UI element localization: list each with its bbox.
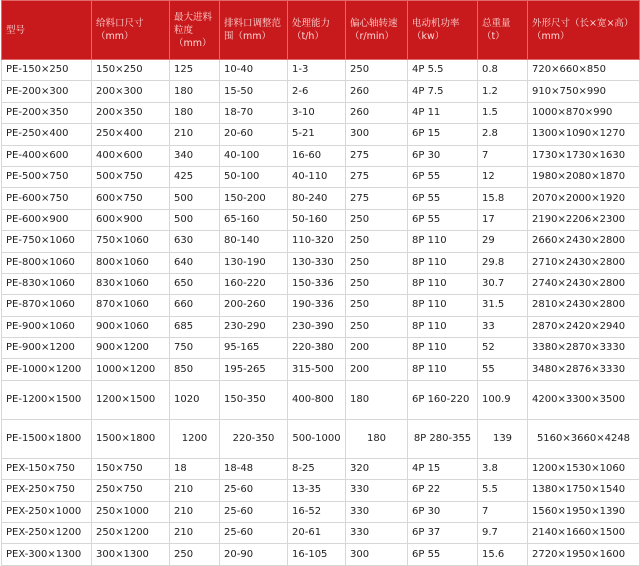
table-cell: 33 — [478, 316, 528, 337]
table-cell: 250 — [346, 209, 408, 230]
table-cell: 20-90 — [220, 544, 288, 565]
table-cell: 630 — [170, 231, 220, 252]
table-cell: 17 — [478, 209, 528, 230]
table-row — [2, 458, 640, 479]
table-cell: 250×400 — [92, 124, 170, 145]
table-cell: 55 — [478, 359, 528, 380]
table-cell: 2660×2430×2800 — [528, 231, 640, 252]
table-cell: 10-40 — [220, 60, 288, 81]
table-cell: 2-6 — [288, 81, 346, 102]
table-row — [2, 501, 640, 522]
table-cell: 8P 110 — [408, 316, 478, 337]
table-cell: 720×660×850 — [528, 60, 640, 81]
table-cell: 1020 — [170, 380, 220, 419]
table-cell: 16-60 — [288, 145, 346, 166]
table-cell: 150-350 — [220, 380, 288, 419]
table-cell: 12 — [478, 166, 528, 187]
table-cell: 16-105 — [288, 544, 346, 565]
table-cell: 275 — [346, 145, 408, 166]
table-cell: 330 — [346, 480, 408, 501]
table-cell: 13-35 — [288, 480, 346, 501]
table-row — [2, 252, 640, 273]
table-cell: PE-1200×1500 — [2, 380, 92, 419]
table-cell: 1200×1530×1060 — [528, 458, 640, 479]
table-cell: 2810×2430×2800 — [528, 295, 640, 316]
table-cell: PE-1000×1200 — [2, 359, 92, 380]
table-row — [2, 124, 640, 145]
table-cell: 250 — [346, 231, 408, 252]
table-cell: 400×600 — [92, 145, 170, 166]
table-cell: 900×1060 — [92, 316, 170, 337]
table-cell: 600×900 — [92, 209, 170, 230]
column-header: 排料口调整范围（mm） — [220, 1, 288, 60]
table-cell: 275 — [346, 188, 408, 209]
table-cell: 110-320 — [288, 231, 346, 252]
table-cell: 250 — [346, 295, 408, 316]
table-row — [2, 359, 640, 380]
table-cell: 315-500 — [288, 359, 346, 380]
table-cell: 300 — [346, 124, 408, 145]
table-header-row — [2, 1, 640, 60]
table-cell: 750 — [170, 338, 220, 359]
table-cell: PE-750×1060 — [2, 231, 92, 252]
table-cell: 300×1300 — [92, 544, 170, 565]
table-cell: 150×750 — [92, 458, 170, 479]
table-cell: 260 — [346, 81, 408, 102]
table-cell: PE-1500×1800 — [2, 419, 92, 458]
table-cell: PE-900×1060 — [2, 316, 92, 337]
table-cell: 230-290 — [220, 316, 288, 337]
table-cell: 180 — [170, 81, 220, 102]
table-cell: 25-60 — [220, 501, 288, 522]
table-cell: 180 — [170, 102, 220, 123]
table-cell: 130-330 — [288, 252, 346, 273]
table-cell: 640 — [170, 252, 220, 273]
table-row — [2, 380, 640, 419]
table-cell: 910×750×990 — [528, 81, 640, 102]
table-cell: 4P 5.5 — [408, 60, 478, 81]
table-cell: 180 — [346, 419, 408, 458]
table-cell: 210 — [170, 501, 220, 522]
table-body — [2, 60, 640, 566]
table-cell: 250 — [346, 273, 408, 294]
table-cell: PE-600×900 — [2, 209, 92, 230]
column-header: 处理能力（t/h） — [288, 1, 346, 60]
table-cell: 0.8 — [478, 60, 528, 81]
table-cell: PEX-300×1300 — [2, 544, 92, 565]
table-cell: 250 — [346, 60, 408, 81]
table-cell: 15.8 — [478, 188, 528, 209]
table-row — [2, 419, 640, 458]
table-cell: 600×750 — [92, 188, 170, 209]
column-header: 给料口尺寸（mm） — [92, 1, 170, 60]
table-cell: 6P 55 — [408, 209, 478, 230]
table-row — [2, 523, 640, 544]
table-cell: 29.8 — [478, 252, 528, 273]
table-cell: 400-800 — [288, 380, 346, 419]
table-cell: 18-70 — [220, 102, 288, 123]
table-cell: 2710×2430×2800 — [528, 252, 640, 273]
table-cell: 330 — [346, 523, 408, 544]
column-header: 最大进料粒度（mm） — [170, 1, 220, 60]
table-cell: 6P 55 — [408, 166, 478, 187]
table-cell: PE-830×1060 — [2, 273, 92, 294]
table-row — [2, 231, 640, 252]
table-cell: PEX-250×1000 — [2, 501, 92, 522]
table-row — [2, 145, 640, 166]
table-cell: 3-10 — [288, 102, 346, 123]
table-row — [2, 81, 640, 102]
column-header: 外形尺寸（长×宽×高）（mm） — [528, 1, 640, 60]
table-cell: 685 — [170, 316, 220, 337]
table-cell: 1200×1500 — [92, 380, 170, 419]
table-cell: 4P 15 — [408, 458, 478, 479]
table-cell: 210 — [170, 480, 220, 501]
table-cell: 1980×2080×1870 — [528, 166, 640, 187]
table-row — [2, 316, 640, 337]
table-cell: PE-600×750 — [2, 188, 92, 209]
table-cell: 80-140 — [220, 231, 288, 252]
table-cell: 18-48 — [220, 458, 288, 479]
table-cell: 1560×1950×1390 — [528, 501, 640, 522]
table-cell: 200×350 — [92, 102, 170, 123]
table-cell: 50-160 — [288, 209, 346, 230]
table-row — [2, 338, 640, 359]
table-cell: 1200 — [170, 419, 220, 458]
column-header: 偏心轴转速（r/min） — [346, 1, 408, 60]
table-cell: 95-165 — [220, 338, 288, 359]
table-cell: 6P 55 — [408, 188, 478, 209]
table-cell: 230-390 — [288, 316, 346, 337]
table-row — [2, 102, 640, 123]
table-cell: PE-870×1060 — [2, 295, 92, 316]
table-cell: 18 — [170, 458, 220, 479]
table-cell: 5160×3660×4248 — [528, 419, 640, 458]
table-cell: 250×1000 — [92, 501, 170, 522]
table-cell: PE-250×400 — [2, 124, 92, 145]
table-cell: PEX-250×750 — [2, 480, 92, 501]
table-cell: 6P 160-220 — [408, 380, 478, 419]
column-header: 总重量（t） — [478, 1, 528, 60]
table-cell: 4P 7.5 — [408, 81, 478, 102]
table-cell: 200 — [346, 359, 408, 380]
table-cell: 30.7 — [478, 273, 528, 294]
table-cell: 9.7 — [478, 523, 528, 544]
table-cell: 31.5 — [478, 295, 528, 316]
column-header: 型号 — [2, 1, 92, 60]
table-cell: 40-110 — [288, 166, 346, 187]
table-cell: 50-100 — [220, 166, 288, 187]
table-cell: 3480×2876×3330 — [528, 359, 640, 380]
table-cell: 6P 37 — [408, 523, 478, 544]
table-cell: 195-265 — [220, 359, 288, 380]
table-cell: 260 — [346, 102, 408, 123]
table-cell: 250×750 — [92, 480, 170, 501]
table-cell: 330 — [346, 501, 408, 522]
table-cell: 300 — [346, 544, 408, 565]
table-cell: 130-190 — [220, 252, 288, 273]
table-cell: 6P 55 — [408, 544, 478, 565]
table-row — [2, 295, 640, 316]
table-cell: 8P 110 — [408, 295, 478, 316]
table-cell: 4200×3300×3500 — [528, 380, 640, 419]
table-cell: 1300×1090×1270 — [528, 124, 640, 145]
table-cell: 8P 110 — [408, 252, 478, 273]
table-row — [2, 544, 640, 565]
table-cell: 190-336 — [288, 295, 346, 316]
table-cell: 20-60 — [220, 124, 288, 145]
table-cell: 2740×2430×2800 — [528, 273, 640, 294]
table-cell: 150×250 — [92, 60, 170, 81]
table-cell: 6P 15 — [408, 124, 478, 145]
table-cell: 500×750 — [92, 166, 170, 187]
table-cell: 40-100 — [220, 145, 288, 166]
table-cell: PE-150×250 — [2, 60, 92, 81]
table-cell: 220-350 — [220, 419, 288, 458]
table-cell: 7 — [478, 145, 528, 166]
table-row — [2, 60, 640, 81]
table-row — [2, 480, 640, 501]
table-cell: 275 — [346, 166, 408, 187]
table-cell: 210 — [170, 124, 220, 145]
table-cell: 340 — [170, 145, 220, 166]
table-cell: 6P 30 — [408, 501, 478, 522]
table-cell: 4P 11 — [408, 102, 478, 123]
jaw-crusher-spec-table — [1, 0, 640, 566]
table-cell: 6P 22 — [408, 480, 478, 501]
table-cell: 1730×1730×1630 — [528, 145, 640, 166]
table-cell: 20-61 — [288, 523, 346, 544]
table-cell: 52 — [478, 338, 528, 359]
table-cell: 1.5 — [478, 102, 528, 123]
table-cell: PE-500×750 — [2, 166, 92, 187]
table-cell: 150-200 — [220, 188, 288, 209]
table-cell: 210 — [170, 523, 220, 544]
table-row — [2, 166, 640, 187]
table-cell: 25-60 — [220, 480, 288, 501]
table-cell: 660 — [170, 295, 220, 316]
table-cell: 15-50 — [220, 81, 288, 102]
table-cell: 800×1060 — [92, 252, 170, 273]
table-cell: 80-240 — [288, 188, 346, 209]
table-cell: 1000×1200 — [92, 359, 170, 380]
table-cell: 1.2 — [478, 81, 528, 102]
table-cell: 500 — [170, 209, 220, 230]
table-cell: 750×1060 — [92, 231, 170, 252]
table-cell: PE-800×1060 — [2, 252, 92, 273]
table-cell: 8P 110 — [408, 231, 478, 252]
table-cell: PE-200×300 — [2, 81, 92, 102]
table-cell: 500-1000 — [288, 419, 346, 458]
table-cell: 29 — [478, 231, 528, 252]
table-row — [2, 209, 640, 230]
table-cell: 25-60 — [220, 523, 288, 544]
table-cell: 5.5 — [478, 480, 528, 501]
table-cell: 8P 110 — [408, 359, 478, 380]
table-cell: 5-21 — [288, 124, 346, 145]
table-cell: 160-220 — [220, 273, 288, 294]
table-cell: PE-900×1200 — [2, 338, 92, 359]
table-cell: 2070×2000×1920 — [528, 188, 640, 209]
table-cell: 250×1200 — [92, 523, 170, 544]
table-cell: 8P 280-355 — [408, 419, 478, 458]
table-cell: 2870×2420×2940 — [528, 316, 640, 337]
table-cell: PE-200×350 — [2, 102, 92, 123]
table-cell: 870×1060 — [92, 295, 170, 316]
table-cell: 8P 110 — [408, 273, 478, 294]
table-cell: 900×1200 — [92, 338, 170, 359]
table-cell: 139 — [478, 419, 528, 458]
table-cell: 250 — [346, 316, 408, 337]
table-cell: 200 — [346, 338, 408, 359]
table-cell: 150-336 — [288, 273, 346, 294]
table-cell: 2.8 — [478, 124, 528, 145]
table-cell: 2140×1660×1500 — [528, 523, 640, 544]
column-header: 电动机功率（kw） — [408, 1, 478, 60]
table-cell: 8P 110 — [408, 338, 478, 359]
table-cell: 1-3 — [288, 60, 346, 81]
table-cell: 650 — [170, 273, 220, 294]
table-cell: 1000×870×990 — [528, 102, 640, 123]
table-cell: 7 — [478, 501, 528, 522]
table-cell: 200-260 — [220, 295, 288, 316]
table-cell: 425 — [170, 166, 220, 187]
table-cell: PE-400×600 — [2, 145, 92, 166]
table-cell: 2190×2206×2300 — [528, 209, 640, 230]
table-cell: 3380×2870×3330 — [528, 338, 640, 359]
table-cell: PEX-150×750 — [2, 458, 92, 479]
table-cell: 16-52 — [288, 501, 346, 522]
table-cell: 180 — [346, 380, 408, 419]
table-cell: 65-160 — [220, 209, 288, 230]
table-row — [2, 273, 640, 294]
table-cell: 830×1060 — [92, 273, 170, 294]
table-cell: 250 — [170, 544, 220, 565]
table-cell: 220-380 — [288, 338, 346, 359]
table-cell: 125 — [170, 60, 220, 81]
table-cell: 15.6 — [478, 544, 528, 565]
table-cell: 6P 30 — [408, 145, 478, 166]
table-row — [2, 188, 640, 209]
table-cell: 200×300 — [92, 81, 170, 102]
table-cell: 500 — [170, 188, 220, 209]
table-cell: 8-25 — [288, 458, 346, 479]
table-cell: 850 — [170, 359, 220, 380]
table-cell: PEX-250×1200 — [2, 523, 92, 544]
table-cell: 320 — [346, 458, 408, 479]
table-cell: 2720×1950×1600 — [528, 544, 640, 565]
table-cell: 250 — [346, 252, 408, 273]
table-cell: 100.9 — [478, 380, 528, 419]
table-cell: 1500×1800 — [92, 419, 170, 458]
table-cell: 1380×1750×1540 — [528, 480, 640, 501]
table-cell: 3.8 — [478, 458, 528, 479]
